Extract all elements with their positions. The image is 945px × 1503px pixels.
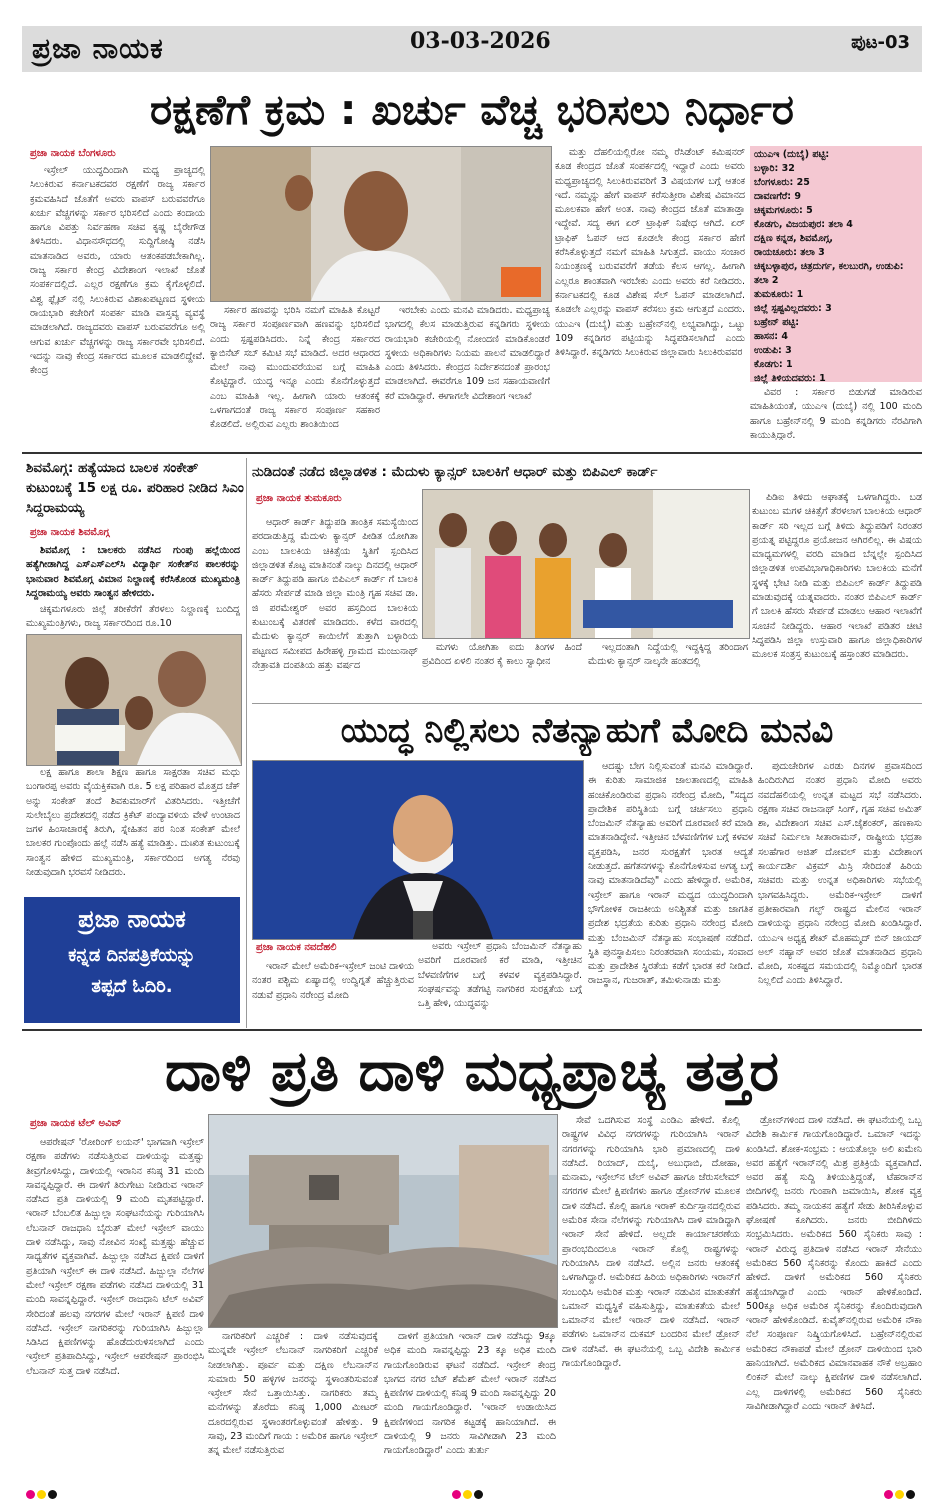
story2-body1-text: ಚಿಕ್ಕಮಗಳೂರು ಜಿಲ್ಲೆ ತರೀಕೆರೆಗೆ ತೆರಳಲು ನಿಲ್ದಾಣಕ್ಕೆ ಬಂದಿದ್ದ ಮುಖ್ಯಮಂತ್ರಿಗಳು, ರಾಜ್ಯ ಸರ್ಕಾರದಿಂದ ರೂ.10 xyxy=(26,604,240,630)
story5-col1-text: ಆಪರೇಷನ್ 'ರೋರಿಂಗ್ ಲಯನ್' ಭಾಗವಾಗಿ ಇಸ್ರೇಲ್ ರಕ್ಷಣಾ ಪಡೆಗಳು ನಡೆಸುತ್ತಿರುವ ದಾಳಿಯನ್ನು ಮತ್ತಷ್ಟು ತೀವ್ರಗೊಳಿಸಿದ್ದು, ದಾಳಿಯಲ್ಲಿ ಇರಾನಿನ ಕನಿಷ್ಠ 31 ಮಂದಿ ಸಾವನ್ನಪ್ಪಿದ್ದಾರೆ. ಈ ದಾಳಿಗೆ ತಿರುಗೇಟು ನೀಡಿರುವ ಇರಾನ್ ನಡೆಸಿದ ಪ್ರತಿ ದಾಳಿಯಲ್ಲಿ 9 ಮಂದಿ ಮೃತಪಟ್ಟಿದ್ದಾರೆ. ಇರಾನ್ ಬೆಂಬಲಿತ ಹಿಜ್ಬುಲ್ಲಾ ಸಂಘಟನೆಯನ್ನು ಗುರಿಯಾಗಿಸಿ ಲೆಬನಾನ್ ರಾಜಧಾನಿ ಬೈರುತ್ ಮೇಲೆ ಇಸ್ರೇಲ್ ವಾಯು ದಾಳಿ ನಡೆಸಿದ್ದು, ಸಾವು ನೋವಿನ ಸಂಖ್ಯೆ ಮತ್ತಷ್ಟು ಹೆಚ್ಚುವ ಸಾಧ್ಯತೆಗಳ ವ್ಯಕ್ತವಾಗಿವೆ. ಹಿಜ್ಬುಲ್ಲಾ ನಡೆಸಿದ ಕ್ಷಿಪಣಿ ದಾಳಿಗೆ ಪ್ರತಿಯಾಗಿ ಇಸ್ರೇಲ್ ಈ ದಾಳಿ ನಡೆಸಿದೆ. ಹಿಜ್ಬುಲ್ಲಾ ನೆಲೆಗಳ ಮೇಲೆ ಇಸ್ರೇಲ್ ರಕ್ಷಣಾ ಪಡೆಗಳು ನಡೆಸಿದ ದಾಳಿಯಲ್ಲಿ 31 ಮಂದಿ ಸಾವನ್ನಪ್ಪಿದ್ದಾರೆ. ಇಸ್ರೇಲ್ ರಾಜಧಾನಿ ಟೆಲ್ ಅವಿವ್ ಸೇರಿದಂತೆ ಹಲವು ನಗರಗಳ ಮೇಲೆ ಇರಾನ್ ಕ್ಷಿಪಣಿ ದಾಳಿ ನಡೆಸಿದೆ. ಇಸ್ರೇಲ್ ನಾಗರಿಕರನ್ನು ಗುರಿಯಾಗಿಸಿ ಹಿಜ್ಬುಲ್ಲಾ ಸಿಡಿಸಿದ ಕ್ಷಿಪಣಿಗಳನ್ನು ಹೊಡೆದುರುಳಿಸಲಾಗಿದೆ ಎಂದು ಇಸ್ರೇಲ್ ಪ್ರತಿಪಾದಿಸಿದ್ದು, ಇಸ್ರೇಲ್ ಆಪರೇಷನ್ ಪ್ರಾರಂಭಿಸಿ ಲೆಬನಾನ್ ಸುತ್ತ ದಾಳಿ ನಡೆಸಿದೆ. xyxy=(26,1137,204,1377)
rubble-photo xyxy=(208,1114,558,1328)
district-item: ಉಡುಪಿ: 3 xyxy=(754,345,792,356)
column-divider xyxy=(246,458,247,1028)
story3-col1 xyxy=(252,516,418,700)
story1-col3 xyxy=(385,304,550,440)
story5-col4-text: ಸೇವೆ ಒದಗಿಸುವ ಸಂಸ್ಥೆ ಎಂಡಿಎ ಹೇಳಿದೆ. ಕೊಲ್ಲಿ ರಾಷ್ಟ್ರಗಳ ವಿವಿಧ ನಗರಗಳನ್ನು ಗುರಿಯಾಗಿಸಿ ಇರಾನ್ ನಗರಗಳನ್ನು ಗುರಿಯಾಗಿಸಿ ಭಾರಿ ಪ್ರಮಾಣದಲ್ಲಿ ದಾಳಿ ನಡೆಸಿದೆ. ರಿಯಾದ್, ದುಬೈ, ಅಬುಧಾಬಿ, ದೋಹಾ, ಮನಾಮ, ಇಸ್ರೇಲ್‌ನ ಟೆಲ್ ಅವಿವ್ ಹಾಗೂ ಜೆರುಸಲೇಮ್ ನಗರಗಳ ಮೇಲೆ ಕ್ಷಿಪಣಿಗಳು ಹಾಗೂ ಡ್ರೋನ್‌ಗಳ ಮೂಲಕ ದಾಳಿ ನಡೆಸಿದೆ. ಕೊಲ್ಲಿ ಹಾಗೂ ಇರಾಕ್ ಕುರ್ದಿಸ್ತಾನದಲ್ಲಿರುವ ಅಮೆರಿಕ ಸೇನಾ ನೆಲೆಗಳನ್ನು ಗುರಿಯಾಗಿಸಿ ದಾಳಿ ಮಾಡಿದ್ದಾಗಿ ಇರಾನ್ ಸೇನೆ ಹೇಳಿದೆ. ಅಲ್ಲದೇ ಕಾರ್ಯಾಚರಣೆಯ ಪ್ರಾರಂಭದಿಂದಲೂ ಇರಾನ್ ಕೊಲ್ಲಿ ರಾಷ್ಟ್ರಗಳನ್ನು ಗುರಿಯಾಗಿಸಿ ದಾಳಿ ನಡೆಸಿದೆ. ಅಲ್ಲಿನ ಜನರು ಆತಂಕಕ್ಕೆ ಒಳಗಾಗಿದ್ದಾರೆ. ಅಮೆರಿಕದ ಹಿರಿಯ ಅಧಿಕಾರಿಗಳು ಇರಾನ್‌ಗೆ ಸಂಬಂಧಿಸಿ ಅಮೆರಿಕ ಮತ್ತು ಇರಾನ್ ನಡುವಿನ ಮಾತುಕತೆಗೆ ಒಮಾನ್ ಮಧ್ಯಸ್ಥಿಕೆ ವಹಿಸುತ್ತಿದ್ದು, ಮಾತುಕತೆಯ ಮೇಲೆ ಒಮಾನ್‌ನ ಮೇಲೆ ಇರಾನ್ ದಾಳಿ ನಡೆಸಿದೆ. ಇರಾನ್ ಪಡೆಗಳು ಒಮಾನ್‌ನ ದುಕಮ್ ಬಂದರಿನ ಮೇಲೆ ಡ್ರೋನ್ ದಾಳಿ ನಡೆಸಿವೆ. ಈ ಘಟನೆಯಲ್ಲಿ ಒಬ್ಬ ವಿದೇಶಿ ಕಾರ್ಮಿಕ ಗಾಯಗೊಂಡಿದ್ದಾರೆ. xyxy=(562,1115,740,1370)
story1-col1-text: ಇಸ್ರೇಲ್ ಯುದ್ಧದಿಂದಾಗಿ ಮಧ್ಯ ಪ್ರಾಚ್ಯದಲ್ಲಿ ಸಿಲುಕಿರುವ ಕರ್ನಾಟಕದವರ ರಕ್ಷಣೆಗೆ ರಾಜ್ಯ ಸರ್ಕಾರ ಕ್ರಮವಹಿಸಿದೆ ಜೊತೆಗೆ ಅವರು ವಾಪಸ್ ಬರುವವರೆಗೂ ಖರ್ಚು ವೆಚ್ಚಗಳನ್ನು ಸರ್ಕಾರ ಭರಿಸಲಿದೆ ಎಂದು ಕಂದಾಯ ಹಾಗೂ ವಿಪತ್ತು ನಿರ್ವಹಣಾ ಸಚಿವ ಕೃಷ್ಣ ಬೈರೇಗೌಡ ತಿಳಿಸಿದರು. ವಿಧಾನಸೌಧದಲ್ಲಿ ಸುದ್ದಿಗೋಷ್ಠಿ ನಡೆಸಿ ಮಾತನಾಡಿದ ಅವರು, ಯಾರು ಆತಂಕಪಡಬೇಕಾಗಿಲ್ಲ. ರಾಜ್ಯ ಸರ್ಕಾರ ಕೇಂದ್ರ ವಿದೇಶಾಂಗ ಇಲಾಖೆ ಜೊತೆ ಸಂಪರ್ಕದಲ್ಲಿದೆ. ಎಲ್ಲರ ರಕ್ಷಣೆಗೂ ಕ್ರಮ ಕೈಗೊಳ್ಳಲಿದೆ. ವಿಶ್ವ ಫ್ಲೈಟ್ ನಲ್ಲಿ ಸಿಲುಕಿರುವ ವಿಶಾಖಪಟ್ಟಣದ ಸ್ಥಳೀಯ ರಾಯಭಾರಿ ಕಚೇರಿಗೆ ಸಂಪರ್ಕ ಮಾಡಿ ವಾಸ್ತವ್ಯ ವ್ಯವಸ್ಥೆ ಮಾಡಲಾಗಿದೆ. ರಾಜ್ಯದವರು ವಾಪಸ್ ಬರುವವರೆಗೂ ಅಲ್ಲಿ ಆಗುವ ಖರ್ಚು ವೆಚ್ಚಗಳನ್ನು ರಾಜ್ಯ ಸರ್ಕಾರವೇ ಭರಿಸಲಿದೆ. ಇದನ್ನು ನಾವು ಕೇಂದ್ರ ಸರ್ಕಾರದ ಮೂಲಕ ಮಾಡಲಿದ್ದೇವೆ. ಕೇಂದ್ರ xyxy=(30,165,205,377)
story4-col3 xyxy=(588,760,753,1024)
district-item: ದಕ್ಷಿಣ ಕನ್ನಡ, ಶಿವಮೊಗ್ಗ, xyxy=(754,233,834,244)
minister-photo xyxy=(210,146,552,302)
district-item: ಕೊಡಗು, ವಿಜಯಪುರ: ತಲಾ 4 xyxy=(754,219,853,230)
district-item: ರಾಯಚೂರು: ತಲಾ 3 xyxy=(754,247,825,258)
cm-family-photo xyxy=(26,634,242,766)
story5-col3 xyxy=(384,1330,556,1478)
story2-headline: ಶಿವಮೊಗ್ಗ: ಹತ್ಯೆಯಾದ ಬಾಲಕ ಸಂಕೇತ್ ಕುಟುಂಬಕ್ಕೆ 15 ಲಕ್ಷ ರೂ. ಪರಿಹಾರ ನೀಡಿದ ಸಿಎಂ ಸಿದ್ದರಾಮಯ್ಯ xyxy=(26,460,244,516)
district-item: ಚಿಕ್ಕಬಳ್ಳಾಪುರ, ಚಿತ್ರದುರ್ಗ, ಕಲಬುರಗಿ, ಉಡುಪಿ: ತಲಾ 2 xyxy=(754,261,904,286)
story5-headline: ದಾಳಿ ಪ್ರತಿ ದಾಳಿ ಮಧ್ಯಪ್ರಾಚ್ಯ ತತ್ತರ xyxy=(165,1039,779,1104)
story2-body2 xyxy=(26,766,240,892)
issue-date: 03-03-2026 xyxy=(410,28,551,54)
district-item: ಚಿಕ್ಕಮಗಳೂರು: 5 xyxy=(754,205,813,216)
district-list-box xyxy=(750,146,922,382)
promo-box xyxy=(24,897,240,1023)
story1-col5-text: ವಿವರ : ಸರ್ಕಾರ ಬಿಡುಗಡೆ ಮಾಡಿರುವ ಮಾಹಿತಿಯಂತೆ, ಯುಎಇ (ದುಬೈ) ನಲ್ಲಿ 100 ಮಂದಿ ಹಾಗೂ ಬಹ್ರೇನ್‌ನಲ್ಲಿ 9 ಮಂದಿ ಕನ್ನಡಿಗರು ನೆರವಿಗಾಗಿ ಕಾಯುತ್ತಿದ್ದಾರೆ. xyxy=(750,387,922,440)
promo-title: ಪ್ರಜಾ ನಾಯಕ xyxy=(78,905,186,933)
district-item: ಬೆಂಗಳೂರು: 25 xyxy=(754,177,810,188)
district-item: ಹಾಸನ: 4 xyxy=(754,331,788,342)
paper-name: ಪ್ರಜಾ ನಾಯಕ xyxy=(32,32,164,65)
district-item: ಬಳ್ಳಾರಿ: 32 xyxy=(754,163,795,174)
story4-col2-text: ಅವರು ಇಸ್ರೇಲ್ ಪ್ರಧಾನಿ ಬೆಂಜಮಿನ್ ನೆತನ್ಯಾಹು ಅವರಿಗೆ ದೂರವಾಣಿ ಕರೆ ಮಾಡಿ, ಇತ್ತೀಚಿನ ಬೆಳವಣಿಗೆಗಳ ಬಗ್ಗೆ ಕಳವಳ ವ್ಯಕ್ತಪಡಿಸಿದ್ದಾರೆ. ಸಂಘರ್ಷವನ್ನು ತಡೆಗಟ್ಟಿ ನಾಗರಿಕರ ಸುರಕ್ಷತೆಯ ಬಗ್ಗೆ ಒತ್ತಿ ಹೇಳಿ, ಯುದ್ಧವನ್ನು xyxy=(418,941,582,1010)
divider xyxy=(252,703,922,704)
story3-col3 xyxy=(588,641,748,697)
story4-byline: ಪ್ರಜಾ ನಾಯಕ ನವದೆಹಲಿ xyxy=(256,942,337,953)
district-box-title: ಯುಎಇ (ದುಬೈ) ಪಟ್ಟಿ: xyxy=(754,149,830,160)
story5-col2-text: ನಾಗರಿಕರಿಗೆ ಎಚ್ಚರಿಕೆ : ದಾಳಿ ನಡೆಸುವುದಕ್ಕೆ ಮುನ್ನವೇ ಇಸ್ರೇಲ್ ಲೆಬನಾನ್ ನಾಗರಿಕರಿಗೆ ಎಚ್ಚರಿಕೆ ನೀಡಲಾಗಿತ್ತು. ಪೂರ್ವ ಮತ್ತು ದಕ್ಷಿಣ ಲೆಬನಾನ್‌ನ ಸುಮಾರು 50 ಹಳ್ಳಿಗಳ ಜನರನ್ನು ಸ್ಥಳಾಂತರಿಸುವಂತೆ ಇಸ್ರೇಲ್ ಸೇನೆ ಒತ್ತಾಯಿಸಿತ್ತು. ನಾಗರಿಕರು ತಮ್ಮ ಮನೆಗಳನ್ನು ತೊರೆದು ಕನಿಷ್ಠ 1,000 ಮೀಟರ್ ದೂರದಲ್ಲಿರುವ ಸ್ಥಳಾಂತರಗೊಳ್ಳುವಂತೆ ಹೇಳಿತ್ತು. 9 ಸಾವು, 23 ಮಂದಿಗೆ ಗಾಯ : ಅಮೆರಿಕ ಹಾಗೂ ಇಸ್ರೇಲ್ ತನ್ನ ಮೇಲೆ ನಡೆಸುತ್ತಿರುವ xyxy=(208,1331,378,1457)
story1-col4 xyxy=(555,146,745,440)
story4-col4-text: ಪುದುಚೇರಿಗಳ ಎರಡು ದಿನಗಳ ಪ್ರವಾಸದಿಂದ ಹಿಂದಿರುಗಿದ ನಂತರ ಪ್ರಧಾನಿ ಮೋದಿ ಅವರು ನವದೆಹಲಿಯಲ್ಲಿ ಉನ್ನತ ಮಟ್ಟದ ಸಭೆ ನಡೆಸಿದರು. ರಕ್ಷಣಾ ಸಚಿವ ರಾಜನಾಥ್ ಸಿಂಗ್, ಗೃಹ ಸಚಿವ ಅಮಿತ್ ಶಾ, ವಿದೇಶಾಂಗ ಸಚಿವ ಎಸ್.ಜೈಶಂಕರ್, ಹಣಕಾಸು ಸಚಿವೆ ನಿರ್ಮಲಾ ಸೀತಾರಾಮನ್, ರಾಷ್ಟ್ರೀಯ ಭದ್ರತಾ ಸಲಹೆಗಾರ ಅಜಿತ್ ದೋವಲ್ ಮತ್ತು ವಿದೇಶಾಂಗ ಕಾರ್ಯದರ್ಶಿ ವಿಕ್ರಮ್ ಮಿಸ್ರಿ ಸೇರಿದಂತೆ ಹಿರಿಯ ಸಚಿವರು ಮತ್ತು ಉನ್ನತ ಅಧಿಕಾರಿಗಳು ಸಭೆಯಲ್ಲಿ ಭಾಗವಹಿಸಿದ್ದರು. ಅಮೆರಿಕ-ಇಸ್ರೇಲ್ ದಾಳಿಗೆ ಪ್ರತೀಕಾರವಾಗಿ ಗಲ್ಫ್ ರಾಷ್ಟ್ರದ ಮೇಲಿನ ಇರಾನ್ ದಾಳಿಯನ್ನು ಪ್ರಧಾನಿ ನರೇಂದ್ರ ಮೋದಿ ಖಂಡಿಸಿದ್ದಾರೆ. ಯುಎಇ ಅಧ್ಯಕ್ಷ ಶೇಖ್ ಮೊಹಮ್ಮದ್ ಬಿನ್ ಜಾಯದ್ ಅಲ್ ನಹ್ಯಾನ್ ಅವರ ಜೊತೆ ಮಾತನಾಡಿದ ಪ್ರಧಾನಿ ಮೋದಿ, ಸಂಕಷ್ಟದ ಸಮಯದಲ್ಲಿ ನಿಮ್ಮೊಂದಿಗೆ ಭಾರತ ನಿಲ್ಲಲಿದೆ ಎಂದು ತಿಳಿಸಿದ್ದಾರೆ. xyxy=(758,761,922,987)
story5-col5-text: ಡ್ರೋನ್‌ಗಳಿಂದ ದಾಳಿ ನಡೆಸಿದೆ. ಈ ಘಟನೆಯಲ್ಲಿ ಒಬ್ಬ ವಿದೇಶಿ ಕಾರ್ಮಿಕ ಗಾಯಗೊಂಡಿದ್ದಾರೆ. ಒಮಾನ್ ಇದನ್ನು ಖಂಡಿಸಿದೆ. ಶೋಕ-ಸಂಭ್ರಮ : ಆಯತೊಲ್ಲಾ ಅಲಿ ಖಮೇನಿ ಅವರ ಹತ್ಯೆಗೆ ಇರಾನ್‌ನಲ್ಲಿ ಮಿಶ್ರ ಪ್ರತಿಕ್ರಿಯೆ ವ್ಯಕ್ತವಾಗಿದೆ. ಅವರ ಹತ್ಯೆ ಸುದ್ದಿ ತಿಳಿಯುತ್ತಿದ್ದಂತೆ, ಟೆಹರಾನ್‌ನ ಬೀದಿಗಳಲ್ಲಿ ಜನರು ಗುಂಪಾಗಿ ಜಮಾಯಿಸಿ, ಶೋಕ ವ್ಯಕ್ತ ಪಡಿಸಿದರು. ತಮ್ಮ ನಾಯಕನ ಹತ್ಯೆಗೆ ಸೇಡು ತೀರಿಸಿಕೊಳ್ಳುವ ಘೋಷಣೆ ಕೂಗಿದರು. ಜನರು ಬೀದಿಗಿಳಿದು ಸಂಭ್ರಮಿಸಿದರು. ಅಮೆರಿಕದ 560 ಸೈನಿಕರು ಸಾವು : ಇರಾನ್ ವಿರುದ್ಧ ಪ್ರತಿದಾಳಿ ನಡೆಸಿದ ಇರಾನ್ ಸೇನೆಯು ಅಮೆರಿಕದ 560 ಸೈನಿಕರನ್ನು ಕೊಂದು ಹಾಕಿದೆ ಎಂದು ಹೇಳಿದೆ. ದಾಳಿಗೆ ಅಮೆರಿಕದ 560 ಸೈನಿಕರು ಹತ್ಯೆಯಾಗಿದ್ದಾರೆ ಎಂದು ಇರಾನ್ ಹೇಳಿಕೊಂಡಿದೆ. 500ಕ್ಕೂ ಅಧಿಕ ಅಮೆರಿಕ ಸೈನಿಕರನ್ನು ಕೊಂದಿರುವುದಾಗಿ ಇರಾನ್ ಹೇಳಿಕೊಂಡಿದೆ. ಕುವೈತ್‌ನಲ್ಲಿರುವ ಅಮೆರಿಕ ನೌಕಾ ನೆಲೆ ಸಂಪೂರ್ಣ ನಿಷ್ಕ್ರಿಯಗೊಳಿಸಿದೆ. ಬಹ್ರೇನ್‌ನಲ್ಲಿರುವ ಅಮೆರಿಕದ ನೌಕಾಪಡೆ ಮೇಲೆ ಡ್ರೋನ್ ದಾಳಿಯಿಂದ ಭಾರಿ ಹಾನಿಯಾಗಿದೆ. ಅಮೆರಿಕದ ವಿಮಾನವಾಹಕ ನೌಕೆ ಅಬ್ರಹಾಂ ಲಿಂಕನ್ ಮೇಲೆ ನಾಲ್ಕು ಕ್ಷಿಪಣಿಗಳ ದಾಳಿ ನಡೆಸಲಾಗಿದೆ. ಎಲ್ಲ ದಾಳಿಗಳಲ್ಲಿ ಅಮೆರಿಕದ 560 ಸೈನಿಕರು ಸಾವಿಗೀಡಾಗಿದ್ದಾರೆ ಎಂದು ಇರಾನ್ ತಿಳಿಸಿದೆ. xyxy=(746,1115,922,1412)
story3-col3-text: ಇಲ್ಲದಂತಾಗಿ ನಿದ್ದೆಯಲ್ಲಿ ಇದ್ದಕ್ಕಿದ್ದ ತರಿಂದಾಗ ಮೆದುಳು ಕ್ಯಾನ್ಸರ್ ನಾಲ್ಕನೇ ಹಂತದಲ್ಲಿ xyxy=(588,642,748,668)
story5-col4 xyxy=(562,1114,740,1478)
story1-col2 xyxy=(210,304,380,440)
story4-col4 xyxy=(758,760,922,1024)
story3-byline: ಪ್ರಜಾ ನಾಯಕ ತುಮಕೂರು xyxy=(256,493,342,504)
story5-col3-text: ದಾಳಿಗೆ ಪ್ರತಿಯಾಗಿ ಇರಾನ್ ದಾಳಿ ನಡೆಸಿದ್ದು 9ಕ್ಕೂ ಅಧಿಕ ಮಂದಿ ಸಾವನ್ನಪ್ಪಿದ್ದು 23 ಕ್ಕೂ ಅಧಿಕ ಮಂದಿ ಗಾಯಗೊಂಡಿರುವ ಘಟನೆ ನಡೆದಿದೆ. ಇಸ್ರೇಲ್ ಕೇಂದ್ರ ಭಾಗದ ನಗರ ಬೆಟ್ ಶೆಮೆಶ್ ಮೇಲೆ ಇರಾನ್ ನಡೆಸಿದ ಕ್ಷಿಪಣಿಗಳ ದಾಳಿಯಲ್ಲಿ ಕನಿಷ್ಠ 9 ಮಂದಿ ಸಾವನ್ನಪ್ಪಿದ್ದು 20 ಮಂದಿ ಗಾಯಗೊಂಡಿದ್ದಾರೆ. 'ಇರಾನ್ ಉಡಾಯಿಸಿದ ಕ್ಷಿಪಣಿಗಳಿಂದ ನಾಗರಿಕ ಕಟ್ಟಡಕ್ಕೆ ಹಾನಿಯಾಗಿದೆ. ಈ ದಾಳಿಯಲ್ಲಿ 9 ಜನರು ಸಾವಿಗೀಡಾಗಿ 23 ಮಂದಿ ಗಾಯಗೊಂಡಿದ್ದಾರೆ' ಎಂದು ತುರ್ತು xyxy=(384,1331,556,1457)
aadhaar-handover-photo xyxy=(422,489,750,639)
district-item: ಕೊಡಗು: 1 xyxy=(754,359,793,370)
story3-col4-text: ಪಿಡಿಐ ತಿಳಿದು ಆಘಾತಕ್ಕೆ ಒಳಗಾಗಿದ್ದರು. ಬಡ ಕುಟುಂಬ ಮಗಳ ಚಿಕಿತ್ಸೆಗೆ ತೆರಳಲಾಗ ಬಾಲಕಿಯ ಆಧಾರ್ ಕಾರ್ಡ್ ಸರಿ ಇಲ್ಲದ ಬಗ್ಗೆ ತಿಳಿದು ತಿದ್ದುಪಡಿಗೆ ನಿರಂತರ ಪ್ರಯತ್ನ ಪಟ್ಟಿದ್ದರೂ ಪ್ರಯೋಜನ ಆಗಿರಲಿಲ್ಲ. ಈ ವಿಷಯ ಮಾಧ್ಯಮಗಳಲ್ಲಿ ವರದಿ ಮಾಡಿದ ಬೆನ್ನಲ್ಲೇ ಸ್ಪಂದಿಸಿದ ಜಿಲ್ಲಾಡಳಿತ ಉಪವಿಭಾಗಾಧಿಕಾರಿಗಳು ಬಾಲಕಿಯ ಮನೆಗೆ ಸ್ಥಳಕ್ಕೆ ಭೇಟಿ ನೀಡಿ ಮತ್ತು ಬಿಪಿಎಲ್ ಕಾರ್ಡ್ ತಿದ್ದುಪಡಿ ಮಾಡುವುದಕ್ಕೆ ಯತ್ನವಾದರು. ನಂತರ ಬಿಪಿಎಲ್ ಕಾರ್ಡ್ ಗೆ ಬಾಲಕಿ ಹೆಸರು ಸೇರ್ಪಡೆ ಮಾಡಲು ಆಹಾರ ಇಲಾಖೆಗೆ ಸೂಚನೆ ನೀಡಿದ್ದರು. ಆಹಾರ ಇಲಾಖೆ ಪಡಿತರ ಚೀಟಿ ಸಿದ್ಧಪಡಿಸಿ ಜಿಲ್ಲಾ ಉಸ್ತುವಾರಿ ಹಾಗೂ ಜಿಲ್ಲಾಧಿಕಾರಿಗಳ ಮೂಲಕ ಸಂತ್ರಸ್ತ ಕುಟುಂಬಕ್ಕೆ ಹಸ್ತಾಂತರ ಮಾಡಿದರು. xyxy=(752,492,922,661)
story2-lead-text: ಶಿವಮೊಗ್ಗ : ಬಾಲಕರು ನಡೆಸಿದ ಗುಂಪು ಹಲ್ಲೆಯಿಂದ ಹತ್ಯೆಗೀಡಾಗಿದ್ದ ಎಸ್‌ಎಸ್‌ಎಲ್‌ಸಿ ವಿದ್ಯಾರ್ಥಿ ಸಂಕೇತ್‌ನ ಪಾಲಕರನ್ನು ಭಾನುವಾರ ಶಿವಮೊಗ್ಗ ವಿಮಾನ ನಿಲ್ದಾಣಕ್ಕೆ ಕರೆಸಿಕೊಂಡ ಮುಖ್ಯಮಂತ್ರಿ ಸಿದ್ದರಾಮಯ್ಯ ಅವರು ಸಾಂತ್ವನ ಹೇಳಿದರು. xyxy=(26,545,240,599)
story4-headline: ಯುದ್ಧ ನಿಲ್ಲಿಸಲು ನೆತನ್ಯಾಹುಗೆ ಮೋದಿ ಮನವಿ xyxy=(340,711,834,751)
story2-lead xyxy=(26,544,240,602)
story2-body1 xyxy=(26,603,240,633)
story5-col1 xyxy=(26,1136,204,1478)
story3-headline: ನುಡಿದಂತೆ ನಡೆದ ಜಿಲ್ಲಾಡಳಿತ : ಮೆದುಳು ಕ್ಯಾನ್ಸರ್ ಬಾಲಕಿಗೆ ಆಧಾರ್ ಮತ್ತು ಬಿಪಿಎಲ್ ಕಾರ್ಡ್ xyxy=(252,464,658,480)
district-item: ಜಿಲ್ಲೆ ಸ್ಪಷ್ಟವಿಲ್ಲದವರು: 3 xyxy=(754,303,832,314)
story1-headline: ರಕ್ಷಣೆಗೆ ಕ್ರಮ : ಖರ್ಚು ವೆಚ್ಚ ಭರಿಸಲು ನಿರ್ಧಾರ xyxy=(150,85,794,134)
story3-col1-text: ಆಧಾರ್ ಕಾರ್ಡ್ ತಿದ್ದುಪಡಿ ತಾಂತ್ರಿಕ ಸಮಸ್ಯೆಯಿಂದ ಪರದಾಡುತ್ತಿದ್ದ ಮೆದುಳು ಕ್ಯಾನ್ಸರ್ ಪೀಡಿತ ಯೋಗಿತಾ ಎಂಬ ಬಾಲಕಿಯ ಚಿಕಿತ್ಸೆಯ ಸ್ಥಿತಿಗೆ ಸ್ಪಂದಿಸಿದ ಜಿಲ್ಲಾಡಳಿತ ಕೊಟ್ಟ ಮಾತಿನಂತೆ ನಾಲ್ಕು ದಿನದಲ್ಲಿ ಆಧಾರ್ ಕಾರ್ಡ್ ತಿದ್ದುಪಡಿ ಹಾಗೂ ಬಿಪಿಎಲ್ ಕಾರ್ಡ್ ಗೆ ಬಾಲಕಿ ಹೆಸರು ಸೇರ್ಪಡೆ ಮಾಡಿ ಜಿಲ್ಲಾ ಮಂತ್ರಿ ಗೃಹ ಸಚಿವ ಡಾ. ಜಿ ಪರಮೇಶ್ವರ್ ಅವರ ಹಸ್ತದಿಂದ ಬಾಲಕಿಯ ಕುಟುಂಬಕ್ಕೆ ವಿತರಣೆ ಮಾಡಿದರು. ಕಳೆದ ವಾರದಲ್ಲಿ ಮೆದುಳು ಕ್ಯಾನ್ಸರ್ ಕಾಯಿಲೆಗೆ ತುತ್ತಾಗಿ ಬಳ್ಳಾರಿಯ ಪಟ್ಟಣದ ಸಮೀಪದ ಹಿರೇಹಳ್ಳಿ ಗ್ರಾಮದ ಮಂಜುನಾಥ್ ನೇತ್ರಾವತಿ ದಂಪತಿಯ ಹತ್ತು ವರ್ಷದ xyxy=(252,517,418,671)
story1-col1 xyxy=(30,164,205,440)
story1-col5 xyxy=(750,386,922,440)
story2-byline: ಪ್ರಜಾ ನಾಯಕ ಶಿವಮೊಗ್ಗ xyxy=(30,527,110,538)
divider xyxy=(22,1029,922,1031)
story4-col2 xyxy=(418,940,582,1024)
masthead xyxy=(22,26,922,72)
story1-byline: ಪ್ರಜಾ ನಾಯಕ ಬೆಂಗಳೂರು xyxy=(30,148,116,159)
district-item: ಜಿಲ್ಲೆ ತಿಳಿಯದವರು: 1 xyxy=(754,373,826,384)
district-item: ದಾವಣಗೆರೆ: 9 xyxy=(754,191,801,202)
story1-col4-text: ಮತ್ತು ದೆಹಲಿಯಲ್ಲಿರೋ ನಮ್ಮ ರೆಸಿಡೆಂಟ್ ಕಮಿಷನರ್ ಕೂಡ ಕೇಂದ್ರದ ಜೊತೆ ಸಂಪರ್ಕದಲ್ಲಿ ಇದ್ದಾರೆ ಎಂದು ಅವರು ಮಧ್ಯಪ್ರಾಚ್ಯದಲ್ಲಿ ಸಿಲುಕಿರುವವರಿಗೆ 3 ವಿಷಯಗಳ ಬಗ್ಗೆ ಆತಂಕ ಇದೆ. ನಮ್ಮನ್ನು ಹೇಗೆ ವಾಪಸ್ ಕರೆಸುತ್ತೀರಾ ವಿಶೇಷ ವಿಮಾನದ ಮೂಲಕವಾ ಹೇಗೆ ಅಂತ. ನಾವು ಕೇಂದ್ರದ ಜೊತೆ ಮಾತಾಡ್ತಾ ಇದ್ದೇವೆ. ಸದ್ಯ ಈಗ ಏರ್ ಟ್ರಾಫಿಕ್ ನಿಷೇಧ ಆಗಿದೆ. ಏರ್ ಟ್ರಾಫಿಕ್ ಓಪನ್ ಆದ ಕೂಡಲೇ ಕೇಂದ್ರ ಸರ್ಕಾರ ಹೇಗೆ ಕರೆಸಿಕೊಳ್ಳುತ್ತದೆ ನಮಗೆ ಮಾಹಿತಿ ಸಿಗುತ್ತದೆ. ವಾಯು ಸಂಚಾರ ನಿಯಂತ್ರಣಕ್ಕೆ ಬರುವವರೆಗೆ ತಡೆಯ ಕೆಲಸ ಆಗಲ್ಲ. ಹೀಗಾಗಿ ಎಲ್ಲರೂ ಶಾಂತವಾಗಿ ಇರಬೇಕು ಎಂದು ಅವರು ಕರೆ ನೀಡಿದರು. ಕರ್ನಾಟಕದಲ್ಲಿ ಕೂಡ ವಿಶೇಷ ಸೆಲ್ ಓಪನ್ ಮಾಡಲಾಗಿದೆ. ಕೂಡಲೇ ಎಲ್ಲರನ್ನು ವಾಪಸ್ ಕರೆಸಲು ಕ್ರಮ ಆಗುತ್ತದೆ ಎಂದರು. ಯುಎಇ (ದುಬೈ) ಮತ್ತು ಬಹ್ರೇನ್‌ನಲ್ಲಿ ಲಭ್ಯವಾಗಿದ್ದು, ಒಟ್ಟು 109 ಕನ್ನಡಿಗರ ಪಟ್ಟಿಯನ್ನು ಸಿದ್ಧಪಡಿಸಲಾಗಿದೆ ಎಂದು ತಿಳಿಸಿದ್ದಾರೆ. ಕನ್ನಡಿಗರು ಸಿಲುಕಿರುವ ಜಿಲ್ಲಾವಾರು ಸಿಲುಕಿರುವವರ xyxy=(555,147,745,359)
story3-col4 xyxy=(752,491,922,701)
story5-col2 xyxy=(208,1330,378,1478)
story4-col3-text: ಆದಷ್ಟು ಬೇಗ ನಿಲ್ಲಿಸುವಂತೆ ಮನವಿ ಮಾಡಿದ್ದಾರೆ. ಈ ಕುರಿತು ಸಾಮಾಜಿಕ ಜಾಲತಾಣದಲ್ಲಿ ಮಾಹಿತಿ ಹಂಚಿಕೊಂಡಿರುವ ಪ್ರಧಾನಿ ನರೇಂದ್ರ ಮೋದಿ, "ಸದ್ಯದ ಪ್ರಾದೇಶಿಕ ಪರಿಸ್ಥಿತಿಯ ಬಗ್ಗೆ ಚರ್ಚಿಸಲು ಪ್ರಧಾನಿ ಬೆಂಜಮಿನ್ ನೆತನ್ಯಾಹು ಅವರಿಗೆ ದೂರವಾಣಿ ಕರೆ ಮಾಡಿ ಮಾತನಾಡಿದ್ದೇನೆ. ಇತ್ತೀಚಿನ ಬೆಳವಣಿಗೆಗಳ ಬಗ್ಗೆ ಕಳವಳ ವ್ಯಕ್ತಪಡಿಸಿ, ಜನರ ಸುರಕ್ಷತೆಗೆ ಭಾರತ ಆದ್ಯತೆ ನೀಡುತ್ತದೆ. ಹಗೆತನಗಳನ್ನು ಕೊನೆಗೊಳಿಸುವ ಅಗತ್ಯ ಬಗ್ಗೆ ನಾವು ಮಾತನಾಡಿದೆವು" ಎಂದು ಹೇಳಿದ್ದಾರೆ. ಅಮೆರಿಕ, ಇಸ್ರೇಲ್ ಹಾಗೂ ಇರಾನ್ ಮಧ್ಯದ ಯುದ್ಧದಿಂದಾಗಿ ಭೌಗೋಳಿಕ ರಾಜಕೀಯ ಅನಿಶ್ಚಿತತೆ ಮತ್ತು ಜಾಗತಿಕ ಪ್ರದೇಶ ಭದ್ರತೆಯ ಕುರಿತು ಪ್ರಧಾನಿ ನರೇಂದ್ರ ಮೋದಿ ಮತ್ತು ಬೆಂಜಮಿನ್ ನೆತನ್ಯಾಹು ಸಂಭಾಷಣೆ ನಡೆದಿದೆ. ಸ್ಥಿತಿ ಪುನಸ್ಥಾಪಿಸಲು ನಿರಂತರವಾಗಿ ಸಂಯಮ, ಸಂವಾದ ಮತ್ತು ಪ್ರಾದೇಶಿಕ ಸ್ಥಿರತೆಯ ಕಡೆಗೆ ಭಾರತ ಕರೆ ನೀಡಿದೆ. ರಾಜಸ್ಥಾನ, ಗುಜರಾತ್, ತಮಿಳುನಾಡು ಮತ್ತು xyxy=(588,761,753,987)
story5-byline: ಪ್ರಜಾ ನಾಯಕ ಟೆಲ್ ಅವಿವ್ xyxy=(30,1118,122,1129)
district-item: ಬಹ್ರೇನ್ ಪಟ್ಟಿ: xyxy=(754,317,799,328)
district-item: ತುಮಕೂರು: 1 xyxy=(754,289,804,300)
page-number: ಪುಟ-03 xyxy=(851,32,910,53)
divider xyxy=(22,452,922,454)
story3-col2-text: ಮಗಳು ಯೋಗಿತಾ ಐದು ತಿಂಗಳ ಹಿಂದೆ ಪ್ರವಿದಿಂದ ಏಳಲಿ ನಂತರ ಕೈ ಕಾಲು ಸ್ವಾಧೀನ xyxy=(422,642,582,668)
story1-col2-text: ಸರ್ಕಾರ ಹಣವನ್ನು ಭರಿಸಿ ನಮಗೆ ಮಾಹಿತಿ ಕೊಟ್ಟರೆ ರಾಜ್ಯ ಸರ್ಕಾರ ಸಂಪೂರ್ಣವಾಗಿ ಹಣವನ್ನು ಭರಿಸಲಿದೆ ಎಂದು ಸ್ಪಷ್ಟಪಡಿಸಿದರು. ನಿನ್ನೆ ಕೇಂದ್ರ ಸರ್ಕಾರದ ಕ್ಯಾಬಿನೆಟ್ ಸಬ್ ಕಮಿಟಿ ಸಭೆ ಮಾಡಿದೆ. ಅದರ ಆಧಾರದ ಮೇಲೆ ನಾವು ಮುಂದುವರೆಯುವ ಬಗ್ಗೆ ಮಾಹಿತಿ ಕೊಟ್ಟಿದ್ದಾರೆ. ಯುದ್ಧ ಇನ್ನೂ ಎಂದು ಕೊನೆಗೊಳ್ಳುತ್ತದೆ ಎಂಬ ಮಾಹಿತಿ ಇಲ್ಲ. ಹೀಗಾಗಿ ಯಾರು ಆತಂಕಕ್ಕೆ ಒಳಗಾಗದಂತೆ ರಾಜ್ಯ ಸರ್ಕಾರ ಸಂಪೂರ್ಣ ಸಹಕಾರ ಕೊಡಲಿದೆ. ಅಲ್ಲಿರುವ ಎಲ್ಲರು ಶಾಂತಿಯಿಂದ xyxy=(210,305,380,431)
registration-marks-right xyxy=(884,1484,917,1503)
registration-marks-left xyxy=(26,1484,59,1503)
story2-body2-text: ಲಕ್ಷ ಹಾಗೂ ಶಾಲಾ ಶಿಕ್ಷಣ ಹಾಗೂ ಸಾಕ್ಷರತಾ ಸಚಿವ ಮಧು ಬಂಗಾರಪ್ಪ ಅವರು ವೈಯಕ್ತಿಕವಾಗಿ ರೂ. 5 ಲಕ್ಷ ಪರಿಹಾರ ಮೊತ್ತದ ಚೆಕ್ ಅನ್ನು ಸಂಕೇತ್ ತಂದೆ ಶಿವಕುಮಾರ್‌ಗೆ ವಿತರಿಸಿದರು. ಇತ್ತೀಚೆಗೆ ಸುಲೇಬೈಲು ಪ್ರದೇಶದಲ್ಲಿ ನಡೆದ ಕ್ರಿಕೆಟ್ ಪಂದ್ಯಾವಳಿಯ ವೇಳೆ ಉಂಟಾದ ಜಗಳ ಹಿಂಸಾಚಾರಕ್ಕೆ ತಿರುಗಿ, ಸ್ನೇಹಿತನ ಪರ ನಿಂತ ಸಂಕೇತ್ ಮೇಲೆ ಬಾಲಕರ ಗುಂಪೊಂದು ಹಲ್ಲೆ ನಡೆಸಿ ಹತ್ಯೆ ಮಾಡಿತ್ತು. ದುಃಖಿತ ಕುಟುಂಬಕ್ಕೆ ಸಾಂತ್ವನ ಹೇಳಿದ ಮುಖ್ಯಮಂತ್ರಿ, ಸರ್ಕಾರದಿಂದ ಅಗತ್ಯ ನೆರವು ನೀಡುವುದಾಗಿ ಭರವಸೆ ನೀಡಿದರು. xyxy=(26,767,240,879)
promo-line3: ತಪ್ಪದೆ ಓದಿರಿ. xyxy=(91,976,173,997)
promo-line2: ಕನ್ನಡ ದಿನಪತ್ರಿಕೆಯನ್ನು xyxy=(68,945,196,966)
story4-col1 xyxy=(252,960,414,1024)
modi-photo xyxy=(252,760,584,940)
story4-col1-text: ಇರಾನ್ ಮೇಲೆ ಅಮೆರಿಕ-ಇಸ್ರೇಲ್ ಜಂಟಿ ದಾಳಿಯ ನಂತರ ಪಶ್ಚಿಮ ಏಷ್ಯಾದಲ್ಲಿ ಉದ್ವಿಗ್ನತೆ ಹೆಚ್ಚುತ್ತಿರುವ ನಡುವೆ ಪ್ರಧಾನಿ ನರೇಂದ್ರ ಮೋದಿ xyxy=(252,961,414,1001)
story1-col3-text: ಇರಬೇಕು ಎಂದು ಮನವಿ ಮಾಡಿದರು. ಮಧ್ಯಪ್ರಾಚ್ಯ ಭಾಗದಲ್ಲಿ ಕೆಲಸ ಮಾಡುತ್ತಿರುವ ಕನ್ನಡಿಗರು ಸ್ಥಳೀಯ ರಾಯಭಾರಿ ಕಚೇರಿಯಲ್ಲಿ ನೋಂದಣಿ ಮಾಡಿಕೊಂಡರೆ ಸ್ಥಳೀಯ ಅಧಿಕಾರಿಗಳು ನಿಯಮ ಪಾಲನೆ ಮಾಡಲಿದ್ದಾರೆ ಎಂದು ತಿಳಿಸಿದರು. ಕೇಂದ್ರದ ನಿರ್ದೇಶನದಂತೆ ಪ್ರಾರಂಭ ಮಾಡಲಾಗಿದೆ. ಈವರೆಗೂ 109 ಜನ ಸಹಾಯವಾಣಿಗೆ ಕರೆ ಮಾಡಿದ್ದಾರೆ. ಈಗಾಗಲೇ ವಿದೇಶಾಂಗ ಇಲಾಖೆ xyxy=(385,305,550,402)
story3-col2 xyxy=(422,641,582,697)
registration-marks-center xyxy=(452,1484,485,1503)
story5-col5 xyxy=(746,1114,922,1478)
